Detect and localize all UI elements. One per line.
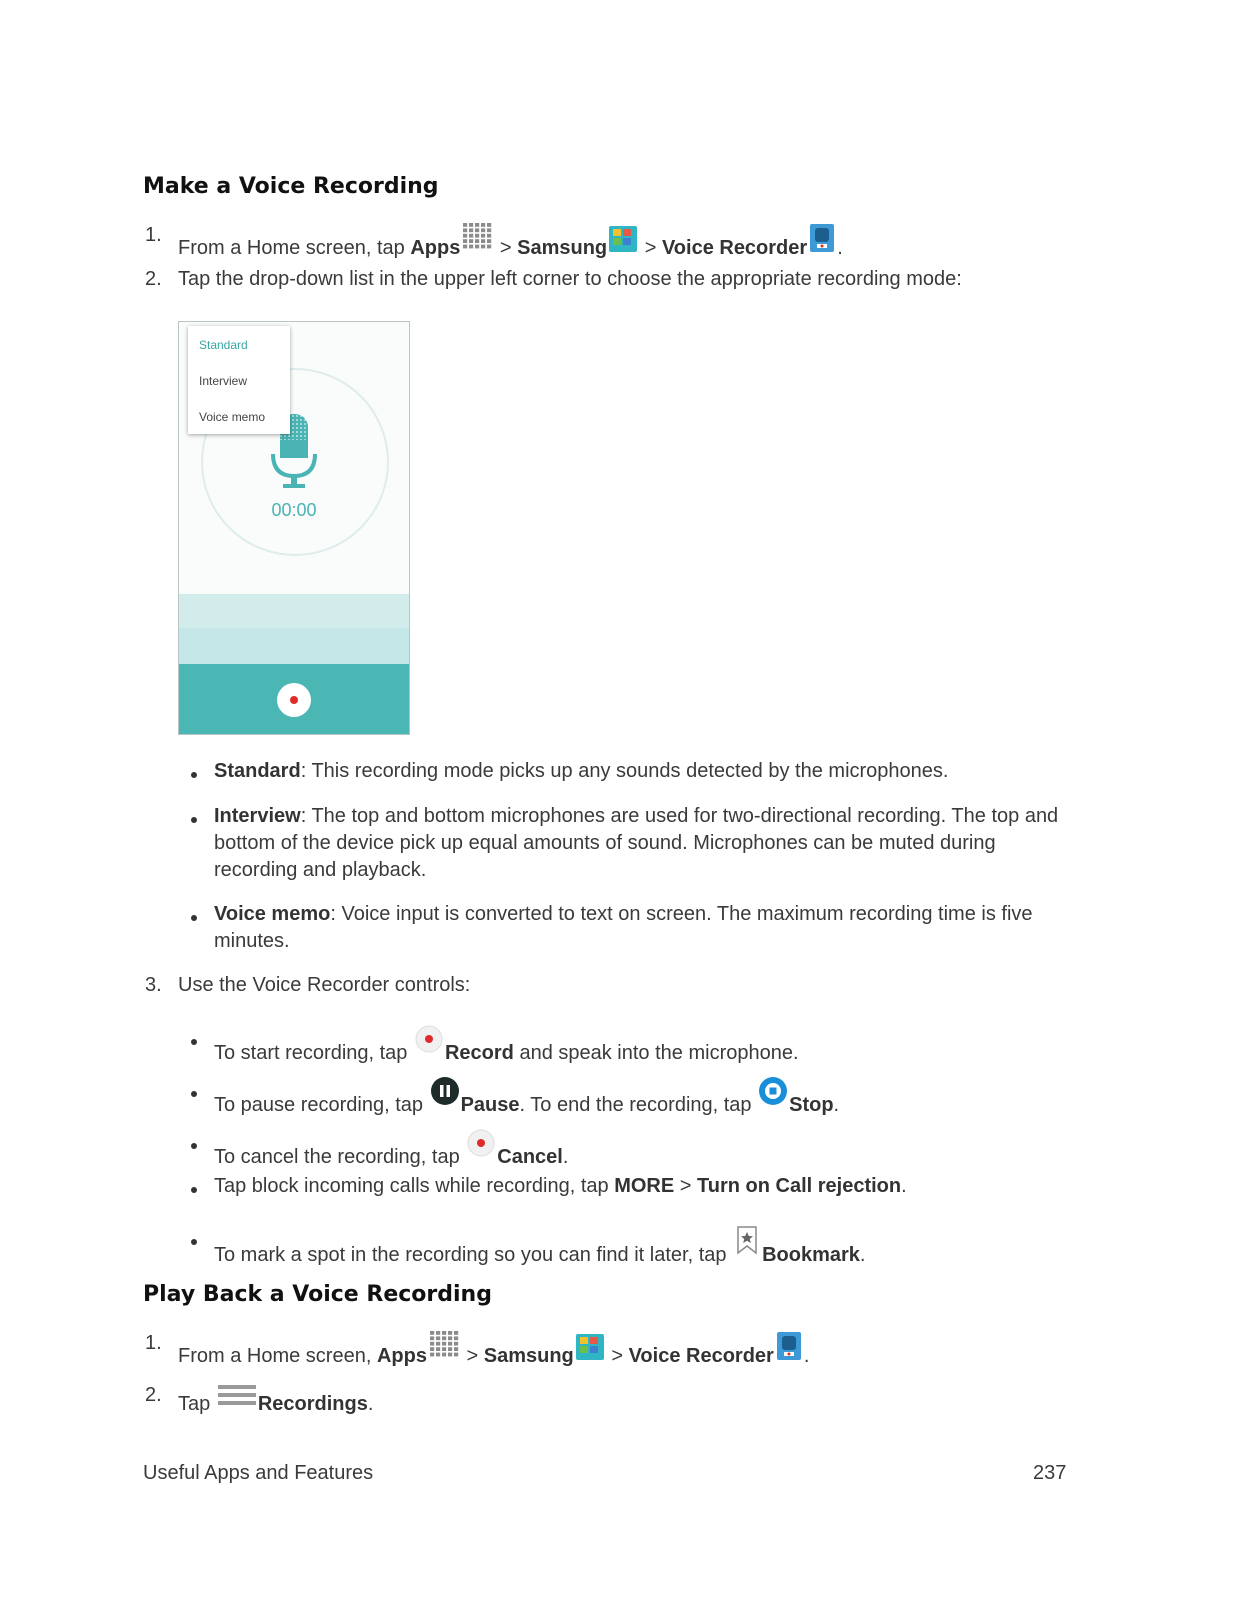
apps-grid-cell <box>469 228 473 232</box>
apps-grid-cell <box>448 1347 452 1351</box>
menu-item-voice-memo[interactable]: Voice memo <box>199 410 266 424</box>
control-text: Tap block incoming calls while recording, tap <box>214 1175 615 1197</box>
control-text: . To end the recording, tap <box>519 1094 758 1116</box>
separator: > <box>639 237 662 259</box>
period: . <box>901 1175 907 1197</box>
apps-grid-cell <box>475 245 479 249</box>
page-number: 237 <box>1033 1462 1067 1484</box>
call-rejection-label: Turn on Call rejection <box>697 1175 902 1197</box>
mode-description: : This recording mode picks up any sounds detected by the microphones. <box>300 760 949 782</box>
recordings-label: Recordings <box>257 1393 368 1415</box>
record-button[interactable] <box>277 683 311 717</box>
bullet <box>191 772 197 778</box>
period: . <box>562 1146 569 1168</box>
voice-recorder-screenshot <box>178 321 410 735</box>
apps-grid-cell <box>448 1331 452 1335</box>
mode-voice-memo <box>214 901 1084 955</box>
more-label: MORE <box>614 1175 675 1197</box>
separator: > <box>460 1345 484 1367</box>
apps-grid-cell <box>463 234 467 238</box>
apps-grid-cell <box>481 239 485 243</box>
apps-grid-cell <box>430 1353 434 1357</box>
mode-label: Voice memo <box>214 903 331 925</box>
apps-grid-cell <box>469 223 473 227</box>
voice-recorder-label: Voice Recorder <box>628 1345 774 1367</box>
apps-grid-cell <box>463 228 467 232</box>
apps-grid-cell <box>442 1342 446 1346</box>
step-text: From a Home screen, <box>178 1345 377 1367</box>
step-number: 2. <box>145 1384 162 1406</box>
record-icon <box>415 1025 443 1053</box>
mode-description: : The top and bottom microphones are used for two-directional recording. The top and bottom of the device pick up equal amounts of sound. Microphones can be muted during recording and playback. <box>214 805 1059 881</box>
apps-grid-cell <box>475 234 479 238</box>
apps-grid-cell <box>463 239 467 243</box>
bullet <box>191 1187 197 1193</box>
pause-icon <box>431 1077 459 1105</box>
apps-grid-cell <box>442 1336 446 1340</box>
mode-standard <box>214 758 1084 785</box>
recording-timer: 00:00 <box>271 500 317 520</box>
separator: > <box>674 1175 697 1197</box>
period: . <box>837 237 843 259</box>
step-2-text: Tap the drop-down list in the upper left corner to choose the appropriate recording mode: <box>178 268 962 290</box>
step-number: 1. <box>145 224 162 246</box>
record-dot <box>290 696 298 704</box>
apps-grid-cell <box>487 228 491 232</box>
apps-grid-cell <box>469 239 473 243</box>
mode-label: Standard <box>214 760 301 782</box>
apps-grid-cell <box>481 223 485 227</box>
playback-step-1-text <box>178 1330 809 1370</box>
period: . <box>859 1244 866 1266</box>
voice-recorder-label: Voice Recorder <box>661 237 808 259</box>
recording-mode-dropdown[interactable] <box>188 326 290 434</box>
apps-grid-icon <box>462 222 492 250</box>
apps-grid-cell <box>463 223 467 227</box>
apps-grid-cell <box>454 1353 458 1357</box>
samsung-label: Samsung <box>517 237 608 259</box>
apps-grid-cell <box>481 245 485 249</box>
apps-grid-cell <box>448 1353 452 1357</box>
cancel-icon <box>467 1129 495 1157</box>
apps-grid-cell <box>454 1342 458 1346</box>
apps-label: Apps <box>410 237 461 259</box>
apps-grid-icon <box>429 1330 459 1358</box>
step-number: 1. <box>145 1332 162 1354</box>
apps-grid-cell <box>436 1353 440 1357</box>
control-text: To mark a spot in the recording so you can find it later, tap <box>214 1244 733 1266</box>
control-text: To cancel the recording, tap <box>214 1146 466 1168</box>
samsung-folder-icon <box>609 224 637 252</box>
mode-label: Interview <box>214 805 301 827</box>
footer-section-name: Useful Apps and Features <box>143 1462 374 1484</box>
apps-grid-cell <box>454 1347 458 1351</box>
waveform-area <box>179 594 409 628</box>
section-title-make-recording: Make a Voice Recording <box>143 174 439 199</box>
bullet <box>191 1143 197 1149</box>
bullet <box>191 1091 197 1097</box>
apps-grid-cell <box>442 1353 446 1357</box>
apps-grid-cell <box>469 245 473 249</box>
bullet <box>191 1239 197 1245</box>
control-record <box>214 1025 799 1067</box>
separator: > <box>605 1345 629 1367</box>
bookmark-icon <box>734 1225 760 1255</box>
mode-description: : Voice input is converted to text on screen. The maximum recording time is five minutes. <box>214 903 1033 952</box>
mode-interview <box>214 803 1084 884</box>
apps-grid-cell <box>448 1342 452 1346</box>
control-block-calls <box>214 1173 907 1200</box>
apps-grid-cell <box>487 245 491 249</box>
menu-item-interview[interactable]: Interview <box>199 374 248 388</box>
bullet <box>191 1039 197 1045</box>
step-text: From a Home screen, tap <box>178 237 411 259</box>
step-3-text: Use the Voice Recorder controls: <box>178 974 471 996</box>
apps-grid-cell <box>454 1336 458 1340</box>
bullet <box>191 817 197 823</box>
waveform-area-lower <box>179 628 409 664</box>
apps-grid-cell <box>487 239 491 243</box>
apps-grid-cell <box>430 1347 434 1351</box>
control-cancel <box>214 1129 568 1171</box>
cancel-label: Cancel <box>497 1146 563 1168</box>
control-pause-stop <box>214 1077 839 1119</box>
step-1-text <box>178 222 843 262</box>
voice-recorder-icon <box>809 224 835 252</box>
period: . <box>803 1345 810 1367</box>
control-bar <box>179 664 409 734</box>
apps-grid-cell <box>442 1331 446 1335</box>
apps-grid-cell <box>475 239 479 243</box>
menu-item-standard[interactable]: Standard <box>199 338 248 352</box>
apps-grid-cell <box>430 1336 434 1340</box>
apps-label: Apps <box>376 1345 427 1367</box>
menu-icon <box>218 1382 256 1408</box>
apps-grid-cell <box>475 223 479 227</box>
apps-grid-cell <box>442 1347 446 1351</box>
apps-grid-cell <box>436 1336 440 1340</box>
step-text: Tap <box>178 1393 216 1415</box>
apps-grid-cell <box>430 1331 434 1335</box>
pause-label: Pause <box>460 1094 520 1116</box>
step-number: 3. <box>145 974 162 996</box>
samsung-folder-icon <box>576 1332 604 1360</box>
apps-grid-cell <box>481 234 485 238</box>
stop-label: Stop <box>789 1094 834 1116</box>
period: . <box>367 1393 374 1415</box>
apps-grid-cell <box>436 1331 440 1335</box>
control-bookmark <box>214 1225 865 1269</box>
apps-grid-cell <box>454 1331 458 1335</box>
apps-grid-cell <box>487 223 491 227</box>
section-title-play-back: Play Back a Voice Recording <box>143 1282 492 1307</box>
control-text: and speak into the microphone. <box>513 1042 799 1064</box>
apps-grid-cell <box>430 1342 434 1346</box>
record-label: Record <box>444 1042 514 1064</box>
step-number: 2. <box>145 268 162 290</box>
period: . <box>833 1094 840 1116</box>
apps-grid-cell <box>448 1336 452 1340</box>
control-text: To start recording, tap <box>214 1042 413 1064</box>
apps-grid-cell <box>487 234 491 238</box>
control-text: To pause recording, tap <box>214 1094 429 1116</box>
playback-step-2-text <box>178 1382 373 1418</box>
bookmark-label: Bookmark <box>762 1244 860 1266</box>
apps-grid-cell <box>481 228 485 232</box>
voice-recorder-icon <box>776 1332 802 1360</box>
apps-grid-cell <box>436 1347 440 1351</box>
apps-grid-cell <box>463 245 467 249</box>
bullet <box>191 915 197 921</box>
separator: > <box>494 237 518 259</box>
apps-grid-cell <box>475 228 479 232</box>
stop-icon <box>759 1077 787 1105</box>
apps-grid-cell <box>436 1342 440 1346</box>
apps-grid-cell <box>469 234 473 238</box>
samsung-label: Samsung <box>483 1345 574 1367</box>
